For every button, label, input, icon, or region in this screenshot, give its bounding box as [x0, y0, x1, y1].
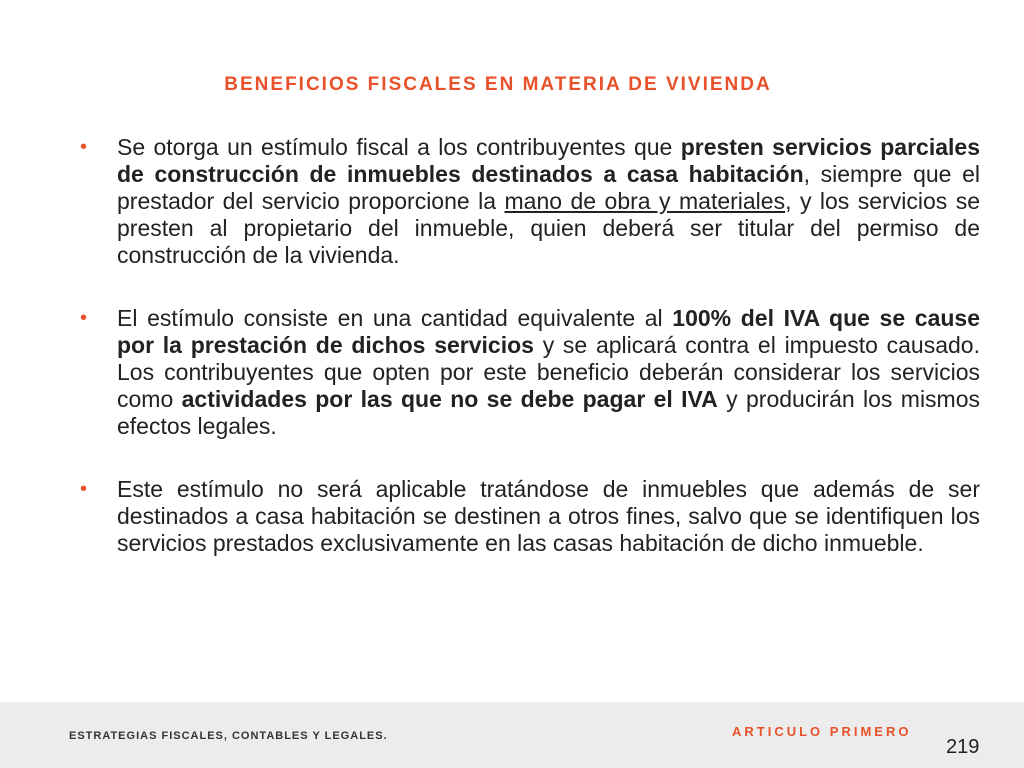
bullet-text: [117, 305, 980, 440]
footer-company-name: ESTRATEGIAS FISCALES, CONTABLES Y LEGALES.: [69, 730, 388, 742]
bullet-item: [74, 134, 980, 269]
bullet-marker: •: [80, 478, 88, 500]
bullet-text: [117, 476, 980, 557]
slide-title: BENEFICIOS FISCALES EN MATERIA DE VIVIENDA: [224, 74, 772, 95]
text-segment-normal: y se aplicará contra el impuesto causado. Los contribuyentes que opten por este beneficio deberán considerar los servicios como: [117, 332, 980, 412]
text-segment-underline: mano de obra y materiales: [504, 188, 786, 214]
bullet-list: [74, 134, 980, 593]
text-segment-normal: , siempre que el prestador del servicio proporcione la: [117, 161, 980, 214]
bullet-text: [117, 134, 980, 269]
bullet-item: [74, 305, 980, 440]
footer-section-label: ARTICULO PRIMERO: [732, 724, 912, 739]
text-segment-normal: , y los servicios se presten al propietario del inmueble, quien deberá ser titular del permiso de construcción de la vivienda.: [117, 188, 980, 268]
bullet-marker: •: [80, 136, 88, 158]
text-segment-normal: Este estímulo no será aplicable tratándose de inmuebles que además de ser destinados a casa habitación se destinen a otros fines, salvo que se identifiquen los servicios prestados exclusivamente en las casas habitación de dicho inmueble.: [117, 476, 980, 556]
text-segment-bold: actividades por las que no se debe pagar el IVA: [181, 386, 718, 412]
text-segment-normal: El estímulo consiste en una cantidad equivalente al: [117, 305, 673, 331]
page-number: 219: [946, 736, 980, 758]
bullet-item: [74, 476, 980, 557]
bullet-marker: •: [80, 307, 88, 329]
text-segment-normal: y producirán los mismos efectos legales.: [117, 386, 981, 439]
text-segment-bold: 100% del IVA que se cause por la prestación de dichos servicios: [117, 305, 980, 358]
text-segment-normal: Se otorga un estímulo fiscal a los contribuyentes que: [117, 134, 681, 160]
footer-bar: [0, 702, 1024, 768]
text-segment-bold: presten servicios parciales de construcción de inmuebles destinados a casa habitación: [117, 134, 980, 187]
